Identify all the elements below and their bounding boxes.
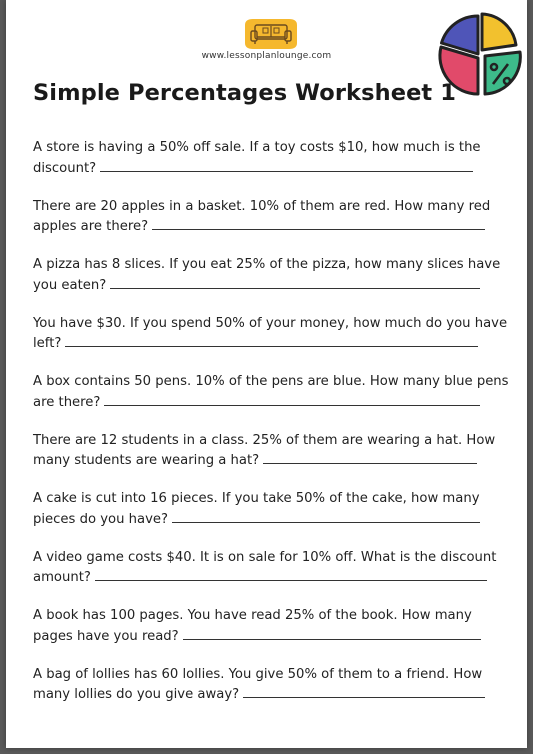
answer-blank[interactable] [152, 216, 485, 230]
question-list [33, 138, 513, 723]
question-5: A box contains 50 pens. 10% of the pens are blue. How many blue pens are there? [33, 374, 509, 410]
question-9: A book has 100 pages. You have read 25% of the book. How many pages have you read? [33, 606, 513, 665]
answer-blank[interactable] [100, 158, 473, 172]
answer-blank[interactable] [243, 684, 485, 698]
answer-blank[interactable] [172, 509, 480, 523]
question-6: There are 12 students in a class. 25% of them are wearing a hat. How many students are wearing a hat? [33, 432, 496, 468]
answer-blank[interactable] [95, 567, 487, 581]
answer-blank[interactable] [110, 275, 480, 289]
question-7: A cake is cut into 16 pieces. If you take 50% of the cake, how many pieces do you have? [33, 491, 480, 527]
worksheet-page [6, 0, 527, 748]
sofa-logo-icon [239, 17, 303, 51]
answer-blank[interactable] [104, 392, 480, 406]
question-4: You have $30. If you spend 50% of your money, how much do you have left? [33, 315, 508, 351]
answer-blank[interactable] [183, 626, 481, 640]
question-1: A store is having a 50% off sale. If a toy costs $10, how much is the discount? [33, 140, 481, 176]
answer-blank[interactable] [263, 450, 477, 464]
question-8: A video game costs $40. It is on sale for 10% off. What is the discount amount? [33, 549, 497, 585]
site-url: www.lessonplanlounge.com [201, 51, 332, 61]
question-3: A pizza has 8 slices. If you eat 25% of the pizza, how many slices have you eaten? [33, 257, 501, 293]
worksheet-title: Simple Percentages Worksheet 1 [33, 80, 456, 106]
answer-blank[interactable] [65, 333, 478, 347]
question-2: There are 20 apples in a basket. 10% of them are red. How many red apples are there? [33, 198, 491, 234]
question-10: A bag of lollies has 60 lollies. You give 50% of them to a friend. How many lollies do you give away? [33, 665, 513, 724]
